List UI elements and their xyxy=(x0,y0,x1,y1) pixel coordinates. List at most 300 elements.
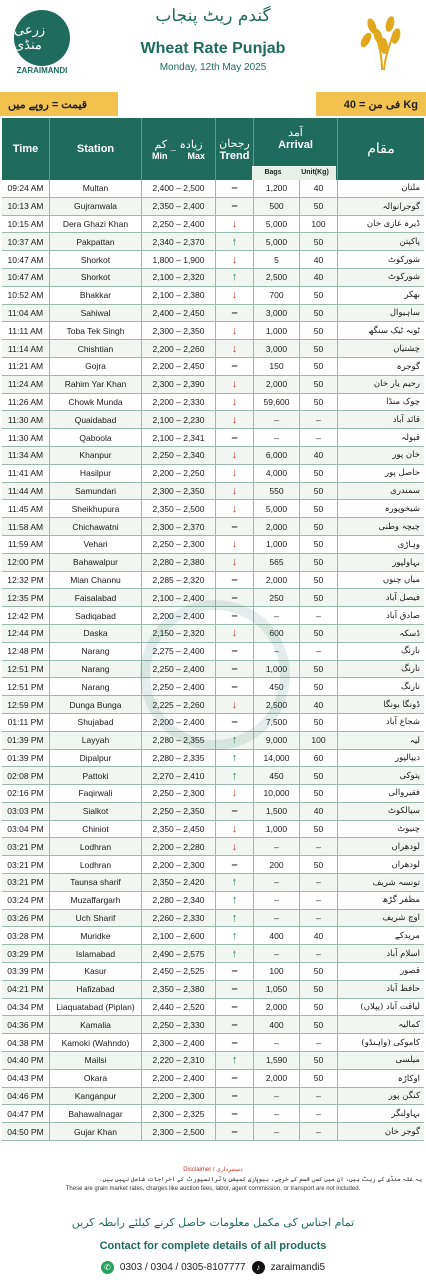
row-place-urdu: سمندری xyxy=(390,485,420,496)
trend-flat-icon: – xyxy=(216,714,254,731)
row-time: 04:34 PM xyxy=(2,999,50,1016)
row-station: Sheikhupura xyxy=(50,500,142,517)
row-unit: 50 xyxy=(300,767,338,784)
trend-flat-icon: – xyxy=(216,1070,254,1087)
arrival-subheader xyxy=(252,166,336,180)
row-rate: 2,200 – 2,280 xyxy=(142,838,216,855)
trend-up-icon: ↑ xyxy=(216,927,254,944)
row-station: Uch Sharif xyxy=(50,910,142,927)
row-time: 01:11 PM xyxy=(2,714,50,731)
trend-down-icon: ↓ xyxy=(216,394,254,411)
row-bags: 6,000 xyxy=(254,447,300,464)
row-bags: – xyxy=(254,838,300,855)
row-unit: 50 xyxy=(300,661,338,678)
row-place-urdu: اوچ شریف xyxy=(382,913,420,924)
tiktok-icon: ♪ xyxy=(252,1261,265,1274)
trend-flat-icon: – xyxy=(216,358,254,375)
row-station: Toba Tek Singh xyxy=(50,322,142,339)
row-time: 04:47 PM xyxy=(2,1105,50,1122)
row-rate: 2,300 – 2,400 xyxy=(142,1034,216,1051)
row-place-urdu: مظفر گڑھ xyxy=(382,895,420,906)
row-unit: 50 xyxy=(300,322,338,339)
row-bags: 100 xyxy=(254,963,300,980)
row-rate: 2,350 – 2,400 xyxy=(142,198,216,215)
row-rate: 2,250 – 2,300 xyxy=(142,536,216,553)
row-rate: 2,280 – 2,355 xyxy=(142,732,216,749)
trend-up-icon: ↑ xyxy=(216,233,254,250)
row-station: Gojra xyxy=(50,358,142,375)
table-row xyxy=(2,447,424,465)
row-place-urdu: شیخوپورہ xyxy=(384,504,420,515)
col-rate: زیادہ _ کم Min Max xyxy=(142,118,216,180)
table-row xyxy=(2,767,424,785)
row-time: 12:32 PM xyxy=(2,572,50,589)
row-unit: 50 xyxy=(300,305,338,322)
table-row xyxy=(2,411,424,429)
row-rate: 2,225 – 2,260 xyxy=(142,696,216,713)
row-bags: – xyxy=(254,607,300,624)
row-rate: 2,280 – 2,335 xyxy=(142,750,216,767)
row-time: 11:58 AM xyxy=(2,518,50,535)
row-station: Sialkot xyxy=(50,803,142,820)
weight-unit-ribbon: فی من = 40 Kg xyxy=(316,92,426,116)
row-station: Kasur xyxy=(50,963,142,980)
row-bags: 59,600 xyxy=(254,394,300,411)
row-place-urdu: پتوکی xyxy=(399,770,420,781)
trend-flat-icon: – xyxy=(216,305,254,322)
trend-down-icon: ↓ xyxy=(216,251,254,268)
row-unit: 50 xyxy=(300,554,338,571)
row-bags: 1,590 xyxy=(254,1052,300,1069)
row-station: Bahawalpur xyxy=(50,554,142,571)
col-place: مقام xyxy=(367,141,395,157)
row-station: Faisalabad xyxy=(50,589,142,606)
row-unit: 50 xyxy=(300,821,338,838)
row-bags: 2,500 xyxy=(254,269,300,286)
trend-down-icon: ↓ xyxy=(216,483,254,500)
row-time: 11:04 AM xyxy=(2,305,50,322)
row-station: Kamoki (Wahndo) xyxy=(50,1034,142,1051)
table-row xyxy=(2,322,424,340)
row-bags: 1,000 xyxy=(254,536,300,553)
row-time: 12:44 PM xyxy=(2,625,50,642)
row-place-urdu: سیالکوٹ xyxy=(388,806,420,817)
row-unit: 50 xyxy=(300,785,338,802)
trend-up-icon: ↑ xyxy=(216,1052,254,1069)
table-row xyxy=(2,1123,424,1141)
row-time: 04:38 PM xyxy=(2,1034,50,1051)
row-station: Mian Channu xyxy=(50,572,142,589)
row-rate: 2,490 – 2,575 xyxy=(142,945,216,962)
table-row xyxy=(2,394,424,412)
table-row xyxy=(2,287,424,305)
row-bags: 1,000 xyxy=(254,661,300,678)
col-arrival: آمد Arrival xyxy=(254,118,338,180)
table-row xyxy=(2,981,424,999)
row-rate: 2,200 – 2,400 xyxy=(142,714,216,731)
row-place-urdu: فقیروالی xyxy=(388,788,420,799)
table-row xyxy=(2,180,424,198)
row-place-urdu: شورکوٹ xyxy=(387,254,420,265)
table-row xyxy=(2,821,424,839)
row-station: Multan xyxy=(50,180,142,197)
row-station: Muzaffargarh xyxy=(50,892,142,909)
row-time: 02:16 PM xyxy=(2,785,50,802)
row-bags: 1,500 xyxy=(254,803,300,820)
trend-down-icon: ↓ xyxy=(216,340,254,357)
row-bags: 250 xyxy=(254,589,300,606)
row-unit: – xyxy=(300,945,338,962)
table-row xyxy=(2,643,424,661)
row-place-urdu: چشتیاں xyxy=(393,343,420,354)
row-time: 01:39 PM xyxy=(2,750,50,767)
row-rate: 2,250 – 2,400 xyxy=(142,216,216,233)
row-bags: – xyxy=(254,910,300,927)
trend-flat-icon: – xyxy=(216,981,254,998)
row-place-urdu: چوک منڈا xyxy=(386,396,420,407)
row-time: 03:26 PM xyxy=(2,910,50,927)
row-rate: 2,280 – 2,340 xyxy=(142,892,216,909)
trend-flat-icon: – xyxy=(216,518,254,535)
trend-down-icon: ↓ xyxy=(216,447,254,464)
row-place-urdu: ڈونگا بونگا xyxy=(383,699,420,710)
row-unit: – xyxy=(300,1123,338,1140)
row-station: Narang xyxy=(50,661,142,678)
row-bags: 500 xyxy=(254,198,300,215)
trend-flat-icon: – xyxy=(216,1088,254,1105)
row-station: Chowk Munda xyxy=(50,394,142,411)
table-row xyxy=(2,536,424,554)
row-time: 11:30 AM xyxy=(2,411,50,428)
row-bags: 1,000 xyxy=(254,322,300,339)
row-time: 12:00 PM xyxy=(2,554,50,571)
row-bags: 3,000 xyxy=(254,305,300,322)
row-place-urdu: دیپالپور xyxy=(395,752,420,763)
row-station: Mailsi xyxy=(50,1052,142,1069)
row-rate: 2,300 – 2,325 xyxy=(142,1105,216,1122)
trend-down-icon: ↓ xyxy=(216,696,254,713)
row-unit: – xyxy=(300,838,338,855)
row-bags: 1,050 xyxy=(254,981,300,998)
row-station: Chichawatni xyxy=(50,518,142,535)
table-row xyxy=(2,233,424,251)
row-bags: 150 xyxy=(254,358,300,375)
col-trend: رجحان Trend xyxy=(216,118,254,180)
table-row xyxy=(2,678,424,696)
trend-flat-icon: – xyxy=(216,1123,254,1140)
row-station: Pattoki xyxy=(50,767,142,784)
footer-urdu: تمام اجناس کی مکمل معلومات حاصل کرنے کیلئے رابطہ کریں xyxy=(71,1216,355,1229)
row-time: 02:08 PM xyxy=(2,767,50,784)
table-row xyxy=(2,945,424,963)
row-rate: 2,200 – 2,450 xyxy=(142,358,216,375)
row-station: Okara xyxy=(50,1070,142,1087)
trend-down-icon: ↓ xyxy=(216,554,254,571)
row-bags: – xyxy=(254,1105,300,1122)
row-time: 10:47 AM xyxy=(2,251,50,268)
trend-up-icon: ↑ xyxy=(216,767,254,784)
table-row xyxy=(2,554,424,572)
bags-label: Bags xyxy=(264,169,282,176)
row-bags: – xyxy=(254,1088,300,1105)
row-unit: 40 xyxy=(300,447,338,464)
row-bags: 400 xyxy=(254,1016,300,1033)
row-station: Shorkot xyxy=(50,251,142,268)
trend-flat-icon: – xyxy=(216,180,254,197)
row-place-urdu: گوجرہ xyxy=(396,361,420,372)
unit-label: Unit(Kg) xyxy=(301,169,329,176)
row-unit: – xyxy=(300,1034,338,1051)
phone-numbers[interactable]: 0303 / 0304 / 0305-8107777 xyxy=(119,1261,246,1273)
table-row xyxy=(2,518,424,536)
table-row xyxy=(2,750,424,768)
row-station: Narang xyxy=(50,678,142,695)
row-time: 11:41 AM xyxy=(2,465,50,482)
trend-down-icon: ↓ xyxy=(216,785,254,802)
tiktok-handle[interactable]: zaraimandi5 xyxy=(270,1261,326,1273)
row-unit: 50 xyxy=(300,394,338,411)
row-rate: 2,350 – 2,500 xyxy=(142,500,216,517)
row-unit: 50 xyxy=(300,340,338,357)
row-unit: 50 xyxy=(300,999,338,1016)
row-unit: – xyxy=(300,892,338,909)
row-rate: 2,300 – 2,350 xyxy=(142,322,216,339)
trend-down-icon: ↓ xyxy=(216,821,254,838)
row-unit: 40 xyxy=(300,803,338,820)
row-place-urdu: میاں چنوں xyxy=(382,574,420,585)
trend-flat-icon: – xyxy=(216,963,254,980)
row-rate: 2,250 – 2,300 xyxy=(142,785,216,802)
trend-flat-icon: – xyxy=(216,1105,254,1122)
row-time: 10:15 AM xyxy=(2,216,50,233)
whatsapp-icon: ✆ xyxy=(101,1261,114,1274)
table-header xyxy=(2,118,424,180)
row-time: 04:40 PM xyxy=(2,1052,50,1069)
row-station: Dera Ghazi Khan xyxy=(50,216,142,233)
row-time: 11:26 AM xyxy=(2,394,50,411)
row-unit: 50 xyxy=(300,856,338,873)
row-time: 03:39 PM xyxy=(2,963,50,980)
logo-text: زرعی منڈی xyxy=(14,23,46,53)
row-time: 12:59 PM xyxy=(2,696,50,713)
trend-flat-icon: – xyxy=(216,661,254,678)
trend-flat-icon: – xyxy=(216,607,254,624)
row-place-urdu: قبولہ xyxy=(401,433,420,444)
row-rate: 2,150 – 2,320 xyxy=(142,625,216,642)
col-station: Station xyxy=(50,118,142,180)
row-unit: 50 xyxy=(300,625,338,642)
row-unit: – xyxy=(300,643,338,660)
row-bags: 2,000 xyxy=(254,518,300,535)
row-rate: 2,350 – 2,450 xyxy=(142,821,216,838)
row-station: Vehari xyxy=(50,536,142,553)
row-bags: 450 xyxy=(254,767,300,784)
row-place-urdu: حاصل پور xyxy=(384,468,420,479)
row-station: Shorkot xyxy=(50,269,142,286)
row-time: 04:50 PM xyxy=(2,1123,50,1140)
row-station: Islamabad xyxy=(50,945,142,962)
row-station: Qaboola xyxy=(50,429,142,446)
row-station: Bhakkar xyxy=(50,287,142,304)
row-time: 11:44 AM xyxy=(2,483,50,500)
row-time: 10:37 AM xyxy=(2,233,50,250)
trend-up-icon: ↑ xyxy=(216,732,254,749)
table-row xyxy=(2,910,424,928)
row-rate: 2,200 – 2,330 xyxy=(142,394,216,411)
row-time: 03:21 PM xyxy=(2,874,50,891)
row-station: Sadiqabad xyxy=(50,607,142,624)
row-unit: 50 xyxy=(300,981,338,998)
row-bags: 2,000 xyxy=(254,376,300,393)
row-time: 12:42 PM xyxy=(2,607,50,624)
row-place-urdu: فیصل آباد xyxy=(385,592,420,603)
row-place-urdu: ساہیوال xyxy=(389,308,420,319)
row-bags: 5,000 xyxy=(254,216,300,233)
trend-up-icon: ↑ xyxy=(216,910,254,927)
row-place-urdu: ڈیرہ غازی خان xyxy=(366,219,420,230)
row-station: Hasilpur xyxy=(50,465,142,482)
row-station: Taunsa sharif xyxy=(50,874,142,891)
trend-up-icon: ↑ xyxy=(216,874,254,891)
row-bags: 3,000 xyxy=(254,340,300,357)
row-station: Daska xyxy=(50,625,142,642)
row-rate: 2,270 – 2,410 xyxy=(142,767,216,784)
row-rate: 2,200 – 2,400 xyxy=(142,1070,216,1087)
row-place-urdu: لیہ xyxy=(409,735,420,746)
table-row xyxy=(2,1088,424,1106)
row-rate: 2,350 – 2,420 xyxy=(142,874,216,891)
row-rate: 2,200 – 2,250 xyxy=(142,465,216,482)
trend-up-icon: ↑ xyxy=(216,892,254,909)
table-row xyxy=(2,589,424,607)
row-unit: 50 xyxy=(300,233,338,250)
row-unit: 50 xyxy=(300,1052,338,1069)
row-place-urdu: نارنگ xyxy=(400,646,420,657)
row-rate: 2,200 – 2,260 xyxy=(142,340,216,357)
trend-down-icon: ↓ xyxy=(216,625,254,642)
row-time: 11:59 AM xyxy=(2,536,50,553)
table-row xyxy=(2,999,424,1017)
row-place-urdu: مریدکے xyxy=(394,931,420,942)
trend-flat-icon: – xyxy=(216,678,254,695)
row-unit: – xyxy=(300,607,338,624)
row-bags: 450 xyxy=(254,678,300,695)
row-rate: 2,300 – 2,350 xyxy=(142,483,216,500)
row-bags: – xyxy=(254,1034,300,1051)
table-row xyxy=(2,198,424,216)
col-time: Time xyxy=(2,118,50,180)
row-time: 04:43 PM xyxy=(2,1070,50,1087)
row-bags: 565 xyxy=(254,554,300,571)
table-row xyxy=(2,305,424,323)
header xyxy=(0,0,426,88)
trend-flat-icon: – xyxy=(216,572,254,589)
table-row xyxy=(2,483,424,501)
row-bags: – xyxy=(254,429,300,446)
table-row xyxy=(2,803,424,821)
table-row xyxy=(2,607,424,625)
row-rate: 2,340 – 2,370 xyxy=(142,233,216,250)
row-bags: 1,200 xyxy=(254,180,300,197)
table-row xyxy=(2,892,424,910)
table-row xyxy=(2,661,424,679)
row-bags: 2,500 xyxy=(254,696,300,713)
trend-down-icon: ↓ xyxy=(216,376,254,393)
row-time: 04:21 PM xyxy=(2,981,50,998)
table-row xyxy=(2,963,424,981)
row-time: 11:30 AM xyxy=(2,429,50,446)
row-unit: 40 xyxy=(300,180,338,197)
row-unit: 50 xyxy=(300,678,338,695)
row-rate: 2,100 – 2,600 xyxy=(142,927,216,944)
row-station: Lodhran xyxy=(50,838,142,855)
row-place-urdu: اسلام آباد xyxy=(386,948,420,959)
footer-english: Contact for complete details of all products xyxy=(99,1240,327,1252)
row-time: 03:21 PM xyxy=(2,838,50,855)
row-place-urdu: صادق آباد xyxy=(386,610,420,621)
row-rate: 2,350 – 2,380 xyxy=(142,981,216,998)
row-bags: – xyxy=(254,411,300,428)
table-row xyxy=(2,732,424,750)
row-rate: 2,285 – 2,320 xyxy=(142,572,216,589)
rates-table xyxy=(2,180,424,1141)
row-rate: 2,250 – 2,330 xyxy=(142,1016,216,1033)
trend-flat-icon: – xyxy=(216,1034,254,1051)
row-bags: 5 xyxy=(254,251,300,268)
table-row xyxy=(2,1070,424,1088)
row-bags: 550 xyxy=(254,483,300,500)
table-row xyxy=(2,1034,424,1052)
row-time: 03:21 PM xyxy=(2,856,50,873)
row-station: Dipalpur xyxy=(50,750,142,767)
row-unit: – xyxy=(300,1088,338,1105)
row-station: Gujranwala xyxy=(50,198,142,215)
table-row xyxy=(2,376,424,394)
row-place-urdu: لیاقت آباد (پپلاں) xyxy=(360,1002,420,1013)
row-time: 12:51 PM xyxy=(2,661,50,678)
row-unit: 40 xyxy=(300,269,338,286)
row-place-urdu: ملتان xyxy=(401,183,420,194)
row-bags: – xyxy=(254,892,300,909)
table-row xyxy=(2,838,424,856)
row-place-urdu: ٹوبہ ٹیک سنگھ xyxy=(368,326,420,337)
row-rate: 2,450 – 2,525 xyxy=(142,963,216,980)
table-row xyxy=(2,1052,424,1070)
row-bags: 2,000 xyxy=(254,1070,300,1087)
row-place-urdu: قصور xyxy=(400,966,420,977)
row-unit: 50 xyxy=(300,714,338,731)
row-place-urdu: لودھراں xyxy=(391,841,420,852)
row-rate: 2,400 – 2,450 xyxy=(142,305,216,322)
row-rate: 2,275 – 2,400 xyxy=(142,643,216,660)
row-station: Kanganpur xyxy=(50,1088,142,1105)
row-place-urdu: وہاڑی xyxy=(397,539,420,550)
table-row xyxy=(2,856,424,874)
trend-down-icon: ↓ xyxy=(216,500,254,517)
trend-flat-icon: – xyxy=(216,999,254,1016)
row-bags: 10,000 xyxy=(254,785,300,802)
row-station: Liaquatabad (Piplan) xyxy=(50,999,142,1016)
row-rate: 2,440 – 2,520 xyxy=(142,999,216,1016)
row-rate: 2,200 – 2,400 xyxy=(142,607,216,624)
row-place-urdu: شجاع آباد xyxy=(385,717,420,728)
row-unit: 50 xyxy=(300,376,338,393)
row-bags: 2,000 xyxy=(254,999,300,1016)
row-unit: 50 xyxy=(300,518,338,535)
row-rate: 2,200 – 2,300 xyxy=(142,856,216,873)
row-place-urdu: چنیوٹ xyxy=(397,824,420,835)
row-place-urdu: بھکر xyxy=(404,290,420,301)
